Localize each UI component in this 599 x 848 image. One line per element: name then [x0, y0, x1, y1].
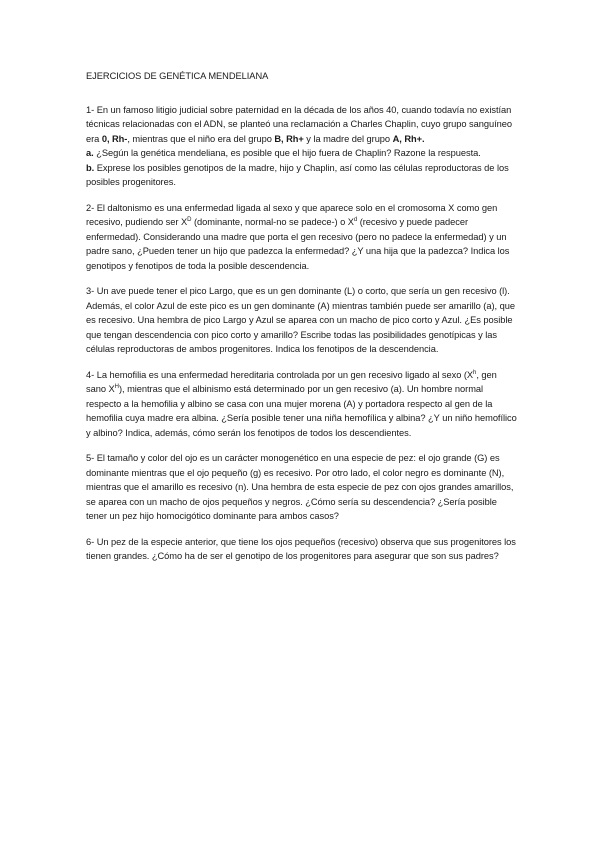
hemophilia-allele-superscript: h: [473, 369, 477, 376]
child-blood-group: B, Rh+: [274, 133, 304, 144]
question-a-label: a.: [86, 148, 94, 158]
exercise-5: [86, 451, 518, 524]
exercise-1: [86, 103, 518, 190]
exercise-4-text: ), mientras que el albinismo está determinado por un gen recesivo (a). Un hombre normal respecto a la hemofilia y albino se casa con una mujer morena (A) y portadora respecto al gen de la hemofilia cuya madre era albina. ¿Sería posible tener una niña hemofílica y albina? ¿Y un niño hemofílico y albino? Indica, además, cómo serán los fenotipos de todos los descendientes.: [86, 384, 517, 438]
chaplin-blood-group: 0, Rh-: [101, 133, 128, 144]
question-b-text: Exprese los posibles genotipos de la madre, hijo y Chaplin, así como las células reproductoras de los posibles progenitores.: [86, 162, 509, 187]
healthy-allele-superscript: H: [114, 384, 119, 390]
exercise-1-text: y la madre del grupo: [303, 133, 393, 144]
exercise-6-statement: 6- Un pez de la especie anterior, que tiene los ojos pequeños (recesivo) observa que sus progenitores los tienen grandes. ¿Cómo ha de ser el genotipo de los progenitores para asegurar que son sus padres?: [86, 536, 516, 561]
exercise-2-text: (recesivo y puede padecer enfermedad). Considerando una madre que porta el gen recesivo (pero no padece la enfermedad) y un padre sano, ¿Pueden tener un hijo que padezca la enfermedad? ¿Y una hija que la padezca? Indica los genotipos y fenotipos de toda la posible descendencia.: [86, 217, 510, 271]
document-body: [86, 69, 518, 575]
mother-blood-group: A, Rh+.: [392, 133, 425, 144]
exercise-4-text: 4- La hemofilia es una enfermedad hereditaria controlada por un gen recesivo ligado al sexo (X: [86, 369, 474, 380]
document-title: EJERCICIOS DE GENÉTICA MENDELIANA: [86, 71, 269, 81]
exercise-1-statement: [86, 103, 518, 147]
exercise-6: [86, 535, 518, 564]
exercise-4: [86, 368, 518, 441]
exercise-2-text: (dominante, normal-no se padece-) o X: [191, 217, 354, 227]
exercise-1-text: , mientras que el niño era del grupo: [127, 133, 275, 144]
exercise-1-question-b: [86, 161, 518, 190]
exercise-2-text: 2- El daltonismo es una enfermedad ligada al sexo y que aparece solo en el cromosoma X como gen recesivo, pudiendo ser X: [86, 202, 498, 227]
question-b-label: b.: [86, 162, 95, 173]
exercise-4-statement: [86, 368, 518, 441]
dominant-allele-superscript: D: [187, 217, 192, 223]
exercise-1-question-a: [86, 146, 518, 161]
recessive-allele-superscript: d: [353, 217, 358, 223]
exercise-5-statement: 5- El tamaño y color del ojo es un carácter monogenético en una especie de pez: el ojo grande (G) es dominante mientras que el ojo pequeño (g) es recesivo. Por otro lado, el color negro es dominante (N), mientras que el amarillo es recesivo (n). Una hembra de esta especie de pez con ojos grandes amarillos, se aparea con un macho de ojos pequeños y negros. ¿Cómo sería su descendencia? ¿Sería posible tener un pez hijo homocigótico dominante para ambos casos?: [86, 453, 514, 521]
exercise-1-text: 1- En un famoso litigio judicial sobre paternidad en la década de los años 40, cuando todavía no existían técnicas relacionadas con el ADN, se planteó una reclamación a Charles Chaplin, cuyo grupo sanguíneo era: [86, 104, 513, 144]
exercise-2: [86, 201, 518, 274]
exercise-3-statement: 3- Un ave puede tener el pico Largo, que es un gen dominante (L) o corto, que sería un gen recesivo (l). Además, el color Azul de este pico es un gen dominante (A) mientras también puede ser amarillo (a), que es recesivo. Una hembra de pico Largo y Azul se aparea con un macho de pico corto y Azul. ¿Es posible que tengan descendencia con pico corto y amarillo? Escribe todas las posibilidades genotípicas y las células reproductoras de ambos progenitores. Indica los fenotipos de la descendencia.: [86, 286, 515, 354]
question-a-text: ¿Según la genética mendeliana, es posible que el hijo fuera de Chaplin? Razone la respuesta.: [93, 148, 481, 158]
exercise-4-text: , gen sano X: [86, 369, 497, 394]
exercise-2-statement: [86, 201, 518, 274]
exercise-3: [86, 284, 518, 357]
